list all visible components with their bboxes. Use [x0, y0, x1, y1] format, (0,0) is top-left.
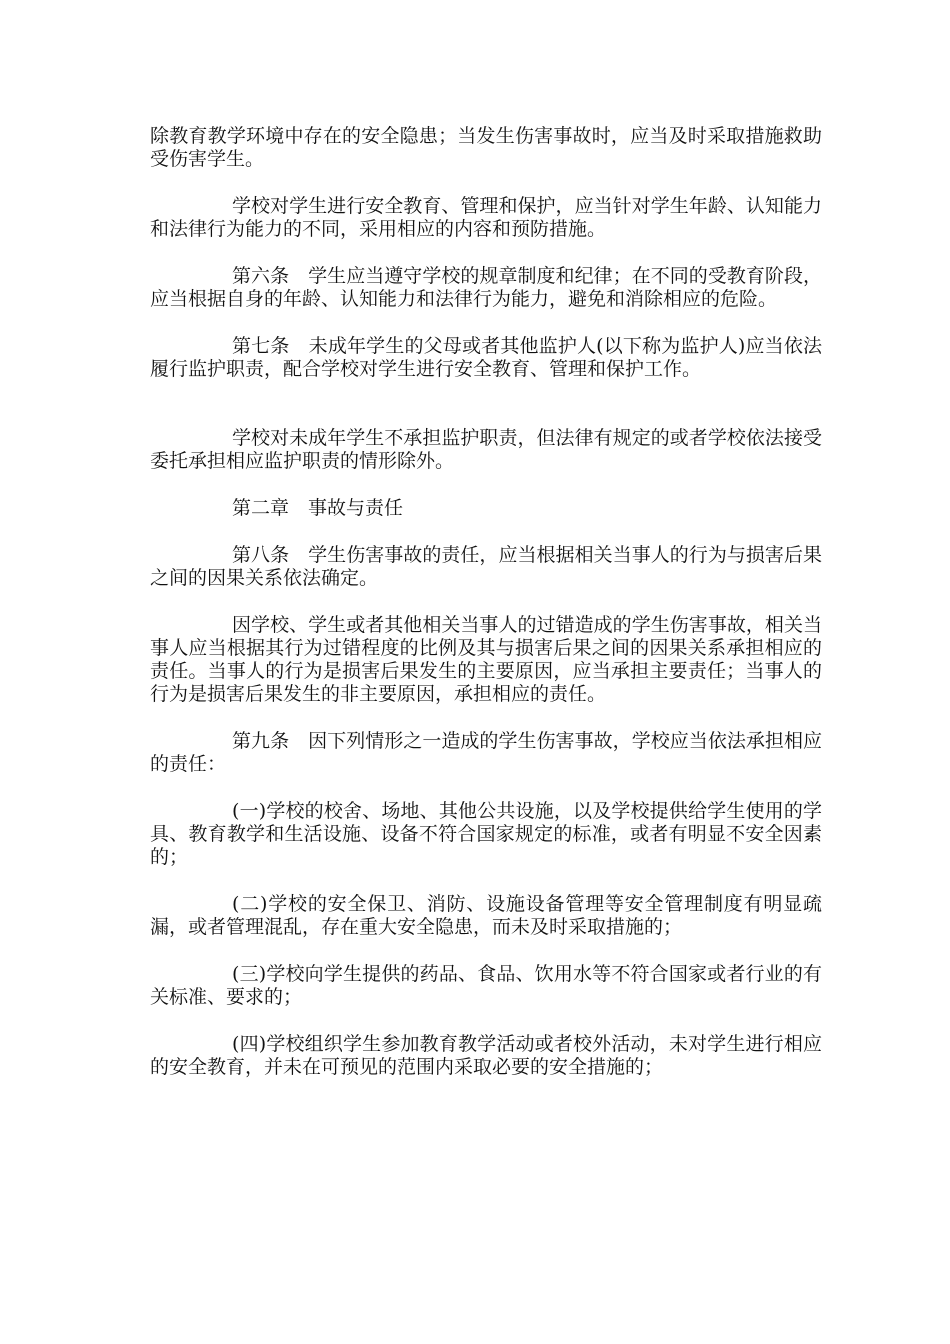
article-8: 第八条 学生伤害事故的责任，应当根据相关当事人的行为与损害后果之间的因果关系依法确定。	[150, 544, 822, 589]
document-body	[150, 125, 822, 1103]
article-7: 第七条 未成年学生的父母或者其他监护人(以下称为监护人)应当依法履行监护职责，配合学校对学生进行安全教育、管理和保护工作。	[150, 335, 822, 380]
paragraph-guardianship: 学校对未成年学生不承担监护职责，但法律有规定的或者学校依法接受委托承担相应监护职责的情形除外。	[150, 427, 822, 472]
article-9-item-1: (一)学校的校舍、场地、其他公共设施，以及学校提供给学生使用的学具、教育教学和生活设施、设备不符合国家规定的标准，或者有明显不安全因素的；	[150, 800, 822, 868]
article-9-item-2: (二)学校的安全保卫、消防、设施设备管理等安全管理制度有明显疏漏，或者管理混乱，存在重大安全隐患，而未及时采取措施的；	[150, 893, 822, 938]
paragraph-safety-education: 学校对学生进行安全教育、管理和保护，应当针对学生年龄、认知能力和法律行为能力的不同，采用相应的内容和预防措施。	[150, 195, 822, 240]
article-6: 第六条 学生应当遵守学校的规章制度和纪律；在不同的受教育阶段，应当根据自身的年龄、认知能力和法律行为能力，避免和消除相应的危险。	[150, 265, 822, 310]
article-9: 第九条 因下列情形之一造成的学生伤害事故，学校应当依法承担相应的责任：	[150, 730, 822, 775]
paragraph-fault-liability: 因学校、学生或者其他相关当事人的过错造成的学生伤害事故，相关当事人应当根据其行为过错程度的比例及其与损害后果之间的因果关系承担相应的责任。当事人的行为是损害后果发生的主要原因，应当承担主要责任；当事人的行为是损害后果发生的非主要原因，承担相应的责任。	[150, 614, 822, 705]
chapter-2-heading: 第二章 事故与责任	[232, 497, 404, 519]
article-9-item-3: (三)学校向学生提供的药品、食品、饮用水等不符合国家或者行业的有关标准、要求的；	[150, 963, 822, 1008]
paragraph-continuation: 除教育教学环境中存在的安全隐患；当发生伤害事故时，应当及时采取措施救助受伤害学生。	[150, 125, 822, 170]
article-9-item-4: (四)学校组织学生参加教育教学活动或者校外活动，未对学生进行相应的安全教育，并未在可预见的范围内采取必要的安全措施的；	[150, 1033, 822, 1078]
